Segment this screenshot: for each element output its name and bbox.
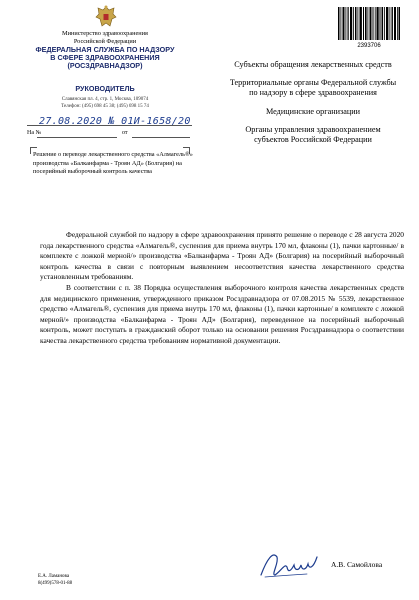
head-title: РУКОВОДИТЕЛЬ <box>75 84 135 93</box>
agency-line: В СФЕРЕ ЗДРАВООХРАНЕНИЯ <box>50 53 160 63</box>
reference-from-label: от <box>122 130 128 136</box>
address-line: Славянская пл. 4, стр. 1, Москва, 109074 <box>61 97 149 102</box>
signature <box>257 545 323 585</box>
agency-name <box>30 46 180 71</box>
body-paragraph: В соответствии с п. 38 Порядка осуществления выборочного контроля качества лекарственных средств для медицинского применения, утвержденного приказом Росздравнадзора от 07.08.2015 № 5539, лекарственное средство «Алмагель®, суспензия для приема внутрь 170 мл, флаконы (1), пачки картонные/ в комплекте с ложкой мерной/» производства «Балканфарма - Троян АД» (Болгария), переведенное на посерийный выборочный контроль, может поступать в гражданский оборот только на основании решения Росздравнадзора о соответствии качества лекарственного средства требованиям нормативной документации. <box>40 282 404 345</box>
agency-line: ФЕДЕРАЛЬНАЯ СЛУЖБА ПО НАДЗОРУ <box>35 45 175 54</box>
recipients-block <box>228 60 398 153</box>
barcode <box>338 7 400 40</box>
executor-info <box>38 574 72 587</box>
recipient: Субъекты обращения лекарственных средств <box>234 60 392 69</box>
recipient: Территориальные органы Федеральной службы по надзору в сфере здравоохранения <box>229 78 397 98</box>
ministry-line: Российской Федерации <box>73 37 137 45</box>
reference-line <box>27 130 192 140</box>
signer-name: А.В. Самойлова <box>331 560 383 569</box>
address <box>30 97 180 110</box>
letter-body <box>40 230 404 347</box>
subject-text: Решение о переводе лекарственного средства «Алмагель®» производства «Балканфарма - Троян АД» (Болгария) на посерийный выборочный контроль качества <box>33 151 193 175</box>
executor-phone: 8(499)578-01-88 <box>38 580 73 586</box>
body-paragraph: Федеральной службой по надзору в сфере здравоохранения принято решение о переводе с 28 августа 2020 года лекарственного средства «Алмагель®, суспензия для приема внутрь 170 мл, флаконы (1), пачки картонные/ в комплекте с ложкой мерной/» производства «Балканфарма - Троян АД» (Болгария) на посерийный выборочный контроль качества в связи с повторным выявлением несоответствия качества лекарственного средства установленным требованиям. <box>40 230 404 282</box>
agency-line: (РОСЗДРАВНАДЗОР) <box>67 61 143 71</box>
executor-name: Е.А. Ламанова <box>38 574 70 579</box>
phone-line: Телефон: (495) 698 45 38; (495) 698 15 74 <box>61 103 149 109</box>
reference-number-label: На № <box>27 130 42 136</box>
coat-of-arms-icon <box>93 4 119 30</box>
registration-date-number: 27.08.2020 № 01И-1658/20 <box>39 116 191 127</box>
ministry-line: Министерство здравоохранения <box>62 30 148 37</box>
ministry-name <box>30 30 180 45</box>
recipient: Медицинские организации <box>265 106 361 116</box>
reference-date-underline <box>132 137 190 138</box>
barcode-number: 2393706 <box>357 43 381 49</box>
registration-line <box>27 114 192 128</box>
recipient: Органы управления здравоохранением субъектов Российской Федерации <box>245 124 381 145</box>
reference-number-underline <box>37 137 117 138</box>
